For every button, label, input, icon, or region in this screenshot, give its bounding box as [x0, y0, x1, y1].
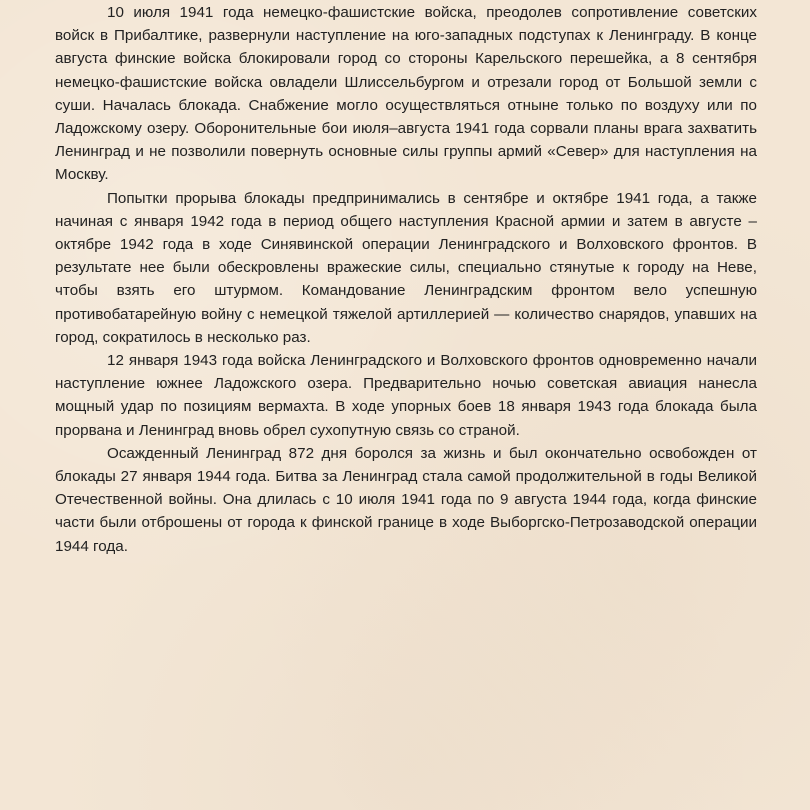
paragraph-blockade-broken: 12 января 1943 года войска Ленинградского и Волховского фронтов одновременно начали наступление южнее Ладожского озера. Предварительно ночью советская авиация нанесла мощный удар по позициям вермахта. В ходе упорных боев 18 января 1943 года блокада была прорвана и Ленинград вновь обрел сухопутную связь со страной.	[55, 352, 757, 439]
text-body	[55, 0, 757, 558]
paragraph-blockade-start: 10 июля 1941 года немецко-фашистские войска, преодолев сопротивление советских войск в Прибалтике, развернули наступление на юго-западных подступах к Ленинграду. В конце августа финские войска блокировали город со стороны Карельского перешейка, а 8 сентября немецко-фашистские войска овладели Шлиссельбургом и отрезали город от Большой земли с суши. Началась блокада. Снабжение могло осуществляться отныне только по воздуху или по Ладожскому озеру. Оборонительные бои июля–августа 1941 года сорвали планы врага захватить Ленинград и не позволили повернуть основные силы группы армий «Север» для наступления на Москву.	[55, 4, 757, 184]
paragraph-blockade-lifted: Осажденный Ленинград 872 дня боролся за жизнь и был окончательно освобожден от блокады 27 января 1944 года. Битва за Ленинград стала самой продолжительной в годы Великой Отечественной войны. Она длилась с 10 июля 1941 года по 9 августа 1944 года, когда финские части были отброшены от города к финской границе в ходе Выборгско-Петрозаводской операции 1944 года.	[55, 444, 757, 555]
paragraph-breakthrough-attempts: Попытки прорыва блокады предпринимались в сентябре и октябре 1941 года, а также начиная с января 1942 года в период общего наступления Красной армии и затем в августе – октябре 1942 года в ходе Синявинской операции Ленинградского и Волховского фронтов. В результате нее были обескровлены вражеские силы, специально стянутые к городу на Неве, чтобы взять его штурмом. Командование Ленинградским фронтом вело успешную противобатарейную войну с немецкой тяжелой артиллерией — количество снарядов, упавших на город, сократилось в несколько раз.	[55, 189, 757, 346]
